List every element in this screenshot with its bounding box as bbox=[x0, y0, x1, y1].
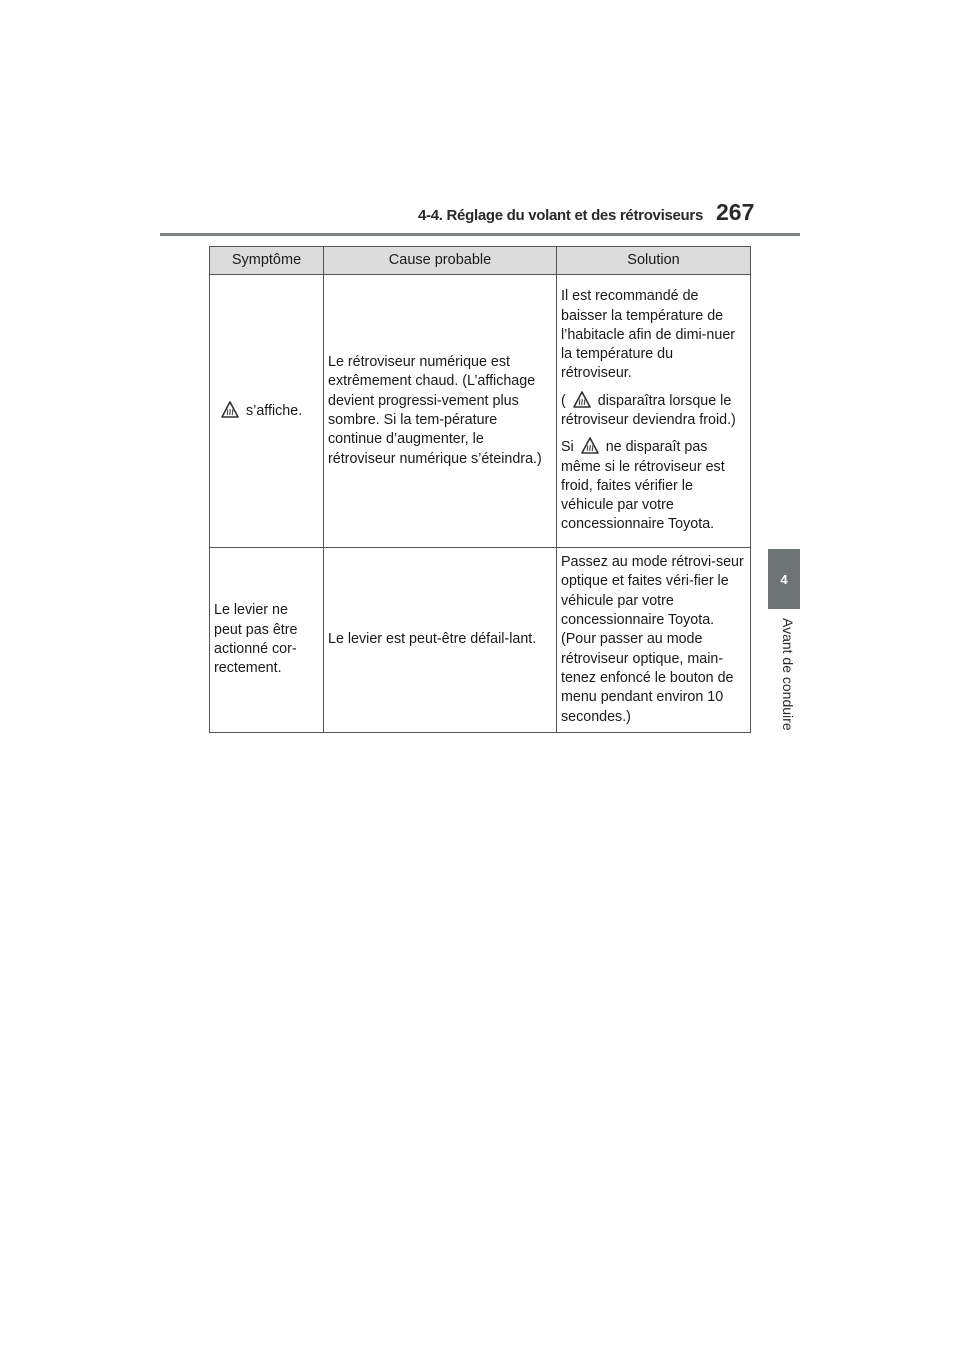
header-symptom: Symptôme bbox=[210, 247, 324, 275]
troubleshooting-table bbox=[209, 246, 751, 733]
cause-cell bbox=[324, 275, 557, 548]
header-rule bbox=[160, 233, 800, 236]
heat-warning-triangle-icon bbox=[581, 437, 599, 454]
solution-paragraph: Il est recommandé de baisser la température de l’habitacle afin de dimi-nuer la température du rétroviseur. bbox=[561, 288, 736, 382]
cause-cell bbox=[324, 548, 557, 733]
symptom-cell bbox=[210, 548, 324, 733]
solution-text: ( bbox=[561, 392, 566, 409]
symptom-text: Le levier ne peut pas être actionné cor-rectement. bbox=[214, 602, 298, 677]
heat-warning-triangle-icon bbox=[221, 401, 239, 418]
solution-cell bbox=[557, 275, 751, 548]
table-row bbox=[210, 275, 751, 548]
solution-paragraph bbox=[561, 437, 746, 534]
chapter-label: Avant de conduire bbox=[780, 618, 796, 731]
cause-text: Le levier est peut-être défail-lant. bbox=[328, 631, 537, 648]
header-cause: Cause probable bbox=[324, 247, 557, 275]
chapter-number: 4 bbox=[780, 571, 788, 587]
heat-warning-triangle-icon bbox=[573, 391, 591, 408]
cause-text: Le rétroviseur numérique est extrêmement chaud. (L’affichage devient progressi-vement plus sombre. Si la tem-pérature continue d’augmenter, le rétroviseur numérique s’éteindra.) bbox=[328, 354, 542, 467]
solution-text: Passez au mode rétrovi-seur optique et faites véri-fier le véhicule par votre concessionnaire Toyota. (Pour passer au mode rétroviseur optique, main-tenez enfoncé le bouton de menu pendant environ 10 secondes.) bbox=[561, 554, 744, 725]
chapter-tab[interactable] bbox=[768, 549, 800, 609]
symptom-text: s’affiche. bbox=[246, 402, 303, 419]
section-title: 4-4. Réglage du volant et des rétroviseurs bbox=[418, 207, 703, 224]
header-solution: Solution bbox=[557, 247, 751, 275]
table-row bbox=[210, 548, 751, 733]
solution-paragraph bbox=[561, 391, 746, 431]
solution-text: disparaîtra lorsque le rétroviseur deviendra froid.) bbox=[561, 392, 736, 428]
symptom-cell bbox=[210, 275, 324, 548]
page-number: 267 bbox=[716, 199, 755, 225]
chapter-label-wrap bbox=[770, 618, 800, 768]
solution-text: Si bbox=[561, 439, 574, 456]
table-header-row bbox=[210, 247, 751, 275]
solution-cell bbox=[557, 548, 751, 733]
solution-text: ne disparaît pas même si le rétroviseur est froid, faites vérifier le véhicule par votre concessionnaire Toyota. bbox=[561, 439, 725, 533]
